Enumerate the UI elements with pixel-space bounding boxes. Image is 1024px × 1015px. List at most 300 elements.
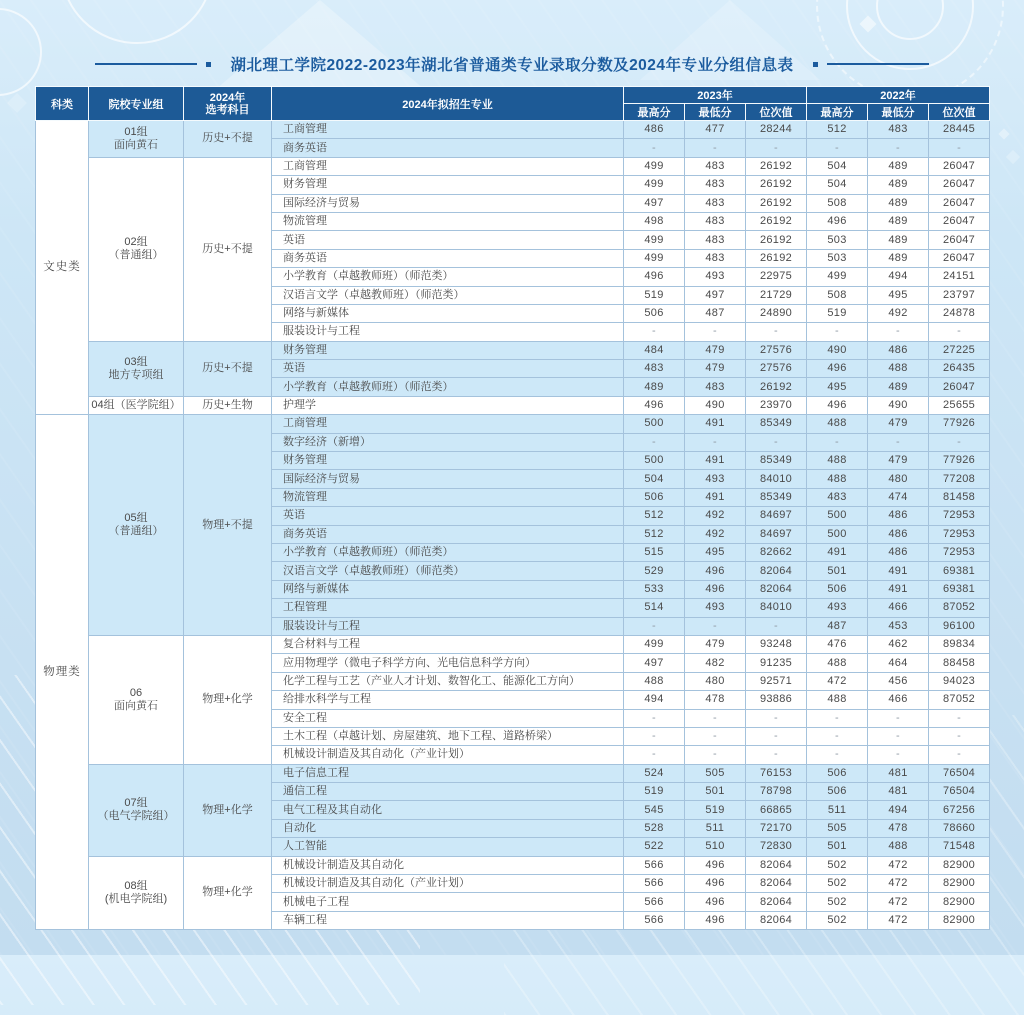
score-cell: 479 — [868, 452, 929, 470]
score-cell: 483 — [685, 249, 746, 267]
header-year-2023: 2023年 — [624, 87, 807, 104]
score-cell: 504 — [807, 157, 868, 175]
score-cell: 489 — [868, 212, 929, 230]
table-row — [36, 341, 990, 359]
score-cell: - — [624, 727, 685, 745]
score-cell: 496 — [807, 212, 868, 230]
score-cell: 511 — [807, 801, 868, 819]
score-cell: 483 — [685, 378, 746, 396]
score-cell: 484 — [624, 341, 685, 359]
score-cell: 25655 — [929, 396, 990, 414]
major-name-cell: 工商管理 — [272, 415, 624, 433]
score-cell: 94023 — [929, 672, 990, 690]
score-cell: 84697 — [746, 525, 807, 543]
circle-decoration-top-right — [876, 0, 944, 40]
score-cell: - — [685, 727, 746, 745]
major-name-cell: 化学工程与工艺（产业人才计划、数智化工、能源化工方向） — [272, 672, 624, 690]
score-cell: 69381 — [929, 580, 990, 598]
score-cell: 87052 — [929, 599, 990, 617]
score-cell: 483 — [685, 194, 746, 212]
score-cell: 506 — [624, 304, 685, 322]
score-cell: 76153 — [746, 764, 807, 782]
score-cell: 82064 — [746, 580, 807, 598]
score-cell: 472 — [868, 911, 929, 929]
score-cell: 26047 — [929, 176, 990, 194]
score-cell: 504 — [807, 176, 868, 194]
score-cell: 78798 — [746, 783, 807, 801]
score-cell: 82662 — [746, 543, 807, 561]
score-cell: - — [685, 323, 746, 341]
score-cell: 476 — [807, 635, 868, 653]
score-cell: 24878 — [929, 304, 990, 322]
score-cell: 502 — [807, 911, 868, 929]
score-cell: 88458 — [929, 654, 990, 672]
major-group-cell: 07组 （电气学院组） — [89, 764, 184, 856]
score-cell: 82900 — [929, 893, 990, 911]
score-cell: 26192 — [746, 194, 807, 212]
major-name-cell: 财务管理 — [272, 176, 624, 194]
score-cell: 85349 — [746, 452, 807, 470]
score-cell: 66865 — [746, 801, 807, 819]
score-cell: 483 — [685, 212, 746, 230]
major-group-cell: 08组 (机电学院组) — [89, 856, 184, 930]
score-cell: - — [807, 323, 868, 341]
score-cell: 492 — [868, 304, 929, 322]
score-cell: 82064 — [746, 856, 807, 874]
score-cell: 21729 — [746, 286, 807, 304]
header-exam-subjects: 2024年 选考科目 — [184, 87, 272, 121]
exam-subjects-cell: 物理+化学 — [184, 856, 272, 930]
score-cell: 489 — [868, 176, 929, 194]
major-name-cell: 网络与新媒体 — [272, 304, 624, 322]
score-cell: 24890 — [746, 304, 807, 322]
score-cell: 486 — [868, 507, 929, 525]
header-min-score-2023: 最低分 — [685, 104, 746, 121]
table-header — [36, 87, 990, 121]
score-cell: 490 — [868, 396, 929, 414]
score-cell: - — [807, 139, 868, 157]
score-cell: 500 — [624, 415, 685, 433]
score-cell: 528 — [624, 819, 685, 837]
score-cell: 82900 — [929, 911, 990, 929]
score-cell: 77926 — [929, 415, 990, 433]
score-cell: 500 — [807, 507, 868, 525]
score-cell: - — [746, 709, 807, 727]
score-cell: 533 — [624, 580, 685, 598]
score-cell: 501 — [807, 562, 868, 580]
table-row — [36, 157, 990, 175]
score-cell: - — [624, 746, 685, 764]
title-bar — [0, 52, 1024, 76]
score-cell: 486 — [868, 525, 929, 543]
score-cell: 84697 — [746, 507, 807, 525]
score-cell: 481 — [868, 783, 929, 801]
score-cell: - — [868, 323, 929, 341]
major-name-cell: 小学教育（卓越教师班）（师范类） — [272, 378, 624, 396]
score-cell: - — [685, 139, 746, 157]
score-cell: 501 — [685, 783, 746, 801]
score-cell: 545 — [624, 801, 685, 819]
score-cell: 26192 — [746, 249, 807, 267]
score-cell: 486 — [624, 121, 685, 139]
score-cell: 515 — [624, 543, 685, 561]
score-cell: 72953 — [929, 525, 990, 543]
score-cell: 26192 — [746, 212, 807, 230]
score-cell: - — [868, 433, 929, 451]
score-cell: 499 — [807, 268, 868, 286]
score-cell: - — [929, 727, 990, 745]
diamond-decoration — [860, 16, 877, 33]
major-name-cell: 国际经济与贸易 — [272, 470, 624, 488]
score-cell: - — [685, 709, 746, 727]
score-cell: 497 — [624, 654, 685, 672]
major-name-cell: 人工智能 — [272, 838, 624, 856]
score-cell: 497 — [685, 286, 746, 304]
score-cell: 69381 — [929, 562, 990, 580]
score-cell: - — [746, 746, 807, 764]
major-name-cell: 自动化 — [272, 819, 624, 837]
score-cell: 72953 — [929, 543, 990, 561]
score-cell: 76504 — [929, 783, 990, 801]
score-cell: 501 — [807, 838, 868, 856]
exam-subjects-cell: 历史+不提 — [184, 121, 272, 158]
score-cell: 26192 — [746, 378, 807, 396]
score-cell: 26047 — [929, 212, 990, 230]
major-name-cell: 给排水科学与工程 — [272, 691, 624, 709]
score-cell: 494 — [868, 801, 929, 819]
score-cell: 500 — [624, 452, 685, 470]
diamond-decoration — [998, 128, 1009, 139]
header-rank-2022: 位次值 — [929, 104, 990, 121]
score-cell: 96100 — [929, 617, 990, 635]
score-cell: 77926 — [929, 452, 990, 470]
major-name-cell: 服装设计与工程 — [272, 617, 624, 635]
score-cell: 506 — [624, 488, 685, 506]
score-cell: 512 — [624, 507, 685, 525]
major-group-cell: 01组 面向黄石 — [89, 121, 184, 158]
score-cell: - — [807, 746, 868, 764]
score-cell: 506 — [807, 764, 868, 782]
score-cell: 496 — [685, 911, 746, 929]
score-cell: 72830 — [746, 838, 807, 856]
header-max-score-2023: 最高分 — [624, 104, 685, 121]
score-cell: 506 — [807, 783, 868, 801]
major-name-cell: 物流管理 — [272, 212, 624, 230]
score-cell: 82064 — [746, 911, 807, 929]
score-cell: - — [624, 433, 685, 451]
score-cell: - — [624, 709, 685, 727]
score-cell: 499 — [624, 249, 685, 267]
exam-subjects-cell: 物理+化学 — [184, 635, 272, 764]
score-cell: 78660 — [929, 819, 990, 837]
major-name-cell: 小学教育（卓越教师班）（师范类） — [272, 543, 624, 561]
exam-subjects-cell: 物理+不提 — [184, 415, 272, 636]
score-cell: 566 — [624, 856, 685, 874]
major-name-cell: 复合材料与工程 — [272, 635, 624, 653]
major-name-cell: 商务英语 — [272, 249, 624, 267]
score-cell: - — [807, 727, 868, 745]
score-cell: - — [685, 433, 746, 451]
score-cell: 84010 — [746, 470, 807, 488]
score-cell: 481 — [868, 764, 929, 782]
score-cell: - — [929, 709, 990, 727]
score-cell: 26047 — [929, 157, 990, 175]
title-dot-right — [813, 62, 818, 67]
score-cell: 22975 — [746, 268, 807, 286]
score-cell: 493 — [807, 599, 868, 617]
score-cell: - — [868, 139, 929, 157]
diamond-decoration — [7, 93, 27, 113]
major-name-cell: 汉语言文学（卓越教师班）（师范类） — [272, 286, 624, 304]
score-cell: 495 — [807, 378, 868, 396]
major-name-cell: 工商管理 — [272, 121, 624, 139]
score-cell: 493 — [685, 470, 746, 488]
score-cell: 479 — [685, 360, 746, 378]
score-cell: - — [929, 323, 990, 341]
diamond-decoration — [1006, 150, 1020, 164]
score-cell: 488 — [868, 838, 929, 856]
score-cell: 26192 — [746, 157, 807, 175]
category-cell: 文史类 — [36, 121, 89, 415]
score-cell: - — [929, 746, 990, 764]
score-cell: 26435 — [929, 360, 990, 378]
score-cell: - — [807, 433, 868, 451]
score-cell: 491 — [868, 580, 929, 598]
score-cell: 529 — [624, 562, 685, 580]
score-cell: - — [746, 727, 807, 745]
score-cell: 511 — [685, 819, 746, 837]
score-cell: 566 — [624, 893, 685, 911]
score-cell: 495 — [685, 543, 746, 561]
score-cell: 496 — [624, 268, 685, 286]
score-cell: 26192 — [746, 231, 807, 249]
score-cell: 491 — [807, 543, 868, 561]
table-row — [36, 121, 990, 139]
admission-score-table — [35, 86, 990, 930]
major-name-cell: 物流管理 — [272, 488, 624, 506]
score-cell: - — [746, 323, 807, 341]
score-cell: 480 — [685, 672, 746, 690]
score-cell: 496 — [685, 580, 746, 598]
score-cell: 493 — [685, 599, 746, 617]
major-group-cell: 02组 （普通组） — [89, 157, 184, 341]
score-cell: 26047 — [929, 194, 990, 212]
score-cell: 499 — [624, 157, 685, 175]
score-cell: 496 — [807, 396, 868, 414]
score-cell: 93248 — [746, 635, 807, 653]
score-cell: 28445 — [929, 121, 990, 139]
score-cell: - — [685, 746, 746, 764]
score-cell: 81458 — [929, 488, 990, 506]
score-cell: 498 — [624, 212, 685, 230]
major-name-cell: 商务英语 — [272, 139, 624, 157]
score-cell: 26047 — [929, 231, 990, 249]
score-cell: 479 — [685, 341, 746, 359]
major-name-cell: 通信工程 — [272, 783, 624, 801]
score-cell: 512 — [807, 121, 868, 139]
score-cell: 499 — [624, 231, 685, 249]
major-name-cell: 服装设计与工程 — [272, 323, 624, 341]
score-cell: 23970 — [746, 396, 807, 414]
table-row — [36, 856, 990, 874]
score-cell: 486 — [868, 341, 929, 359]
score-cell: 472 — [868, 893, 929, 911]
major-name-cell: 机械电子工程 — [272, 893, 624, 911]
score-cell: 489 — [624, 378, 685, 396]
admission-score-table-wrap — [35, 86, 990, 930]
table-row — [36, 764, 990, 782]
table-row — [36, 396, 990, 414]
score-cell: 92571 — [746, 672, 807, 690]
score-cell: 488 — [807, 691, 868, 709]
score-cell: 489 — [868, 194, 929, 212]
score-cell: 506 — [807, 580, 868, 598]
score-cell: 500 — [807, 525, 868, 543]
score-cell: 71548 — [929, 838, 990, 856]
score-cell: 502 — [807, 893, 868, 911]
major-name-cell: 网络与新媒体 — [272, 580, 624, 598]
score-cell: 491 — [868, 562, 929, 580]
score-cell: 492 — [685, 525, 746, 543]
major-group-cell: 05组 （普通组） — [89, 415, 184, 636]
major-name-cell: 电子信息工程 — [272, 764, 624, 782]
score-cell: 496 — [685, 893, 746, 911]
major-name-cell: 财务管理 — [272, 341, 624, 359]
score-cell: 479 — [868, 415, 929, 433]
score-cell: 488 — [807, 415, 868, 433]
score-cell: 503 — [807, 231, 868, 249]
score-cell: 489 — [868, 157, 929, 175]
major-group-cell: 04组（医学院组） — [89, 396, 184, 414]
score-cell: - — [624, 323, 685, 341]
score-cell: - — [746, 433, 807, 451]
score-cell: 508 — [807, 286, 868, 304]
score-cell: 483 — [868, 121, 929, 139]
major-name-cell: 应用物理学（微电子科学方向、光电信息科学方向） — [272, 654, 624, 672]
major-name-cell: 工程管理 — [272, 599, 624, 617]
header-max-score-2022: 最高分 — [807, 104, 868, 121]
score-cell: 488 — [868, 360, 929, 378]
score-cell: 488 — [807, 470, 868, 488]
score-cell: 502 — [807, 856, 868, 874]
score-cell: 466 — [868, 691, 929, 709]
score-cell: 489 — [868, 378, 929, 396]
score-cell: 486 — [868, 543, 929, 561]
page-title: 湖北理工学院2022-2023年湖北省普通类专业录取分数及2024年专业分组信息表 — [230, 57, 794, 74]
score-cell: 491 — [685, 488, 746, 506]
score-cell: 504 — [624, 470, 685, 488]
score-cell: 490 — [685, 396, 746, 414]
title-rule-left — [95, 63, 197, 65]
score-cell: 524 — [624, 764, 685, 782]
major-name-cell: 英语 — [272, 231, 624, 249]
score-cell: 483 — [685, 157, 746, 175]
score-cell: 91235 — [746, 654, 807, 672]
score-cell: 488 — [807, 654, 868, 672]
score-cell: 466 — [868, 599, 929, 617]
score-cell: 510 — [685, 838, 746, 856]
score-cell: 489 — [868, 231, 929, 249]
score-cell: 492 — [685, 507, 746, 525]
score-cell: 566 — [624, 911, 685, 929]
score-cell: 566 — [624, 875, 685, 893]
score-cell: 514 — [624, 599, 685, 617]
score-cell: 519 — [624, 286, 685, 304]
score-cell: 82064 — [746, 875, 807, 893]
score-cell: 494 — [624, 691, 685, 709]
header-min-score-2022: 最低分 — [868, 104, 929, 121]
major-name-cell: 土木工程（卓越计划、房屋建筑、地下工程、道路桥梁） — [272, 727, 624, 745]
score-cell: 23797 — [929, 286, 990, 304]
score-cell: 494 — [868, 268, 929, 286]
major-name-cell: 英语 — [272, 507, 624, 525]
score-cell: 76504 — [929, 764, 990, 782]
score-cell: 496 — [807, 360, 868, 378]
score-cell: 505 — [807, 819, 868, 837]
score-cell: 472 — [807, 672, 868, 690]
major-name-cell: 国际经济与贸易 — [272, 194, 624, 212]
major-group-cell: 03组 地方专项组 — [89, 341, 184, 396]
title-rule-right — [827, 63, 929, 65]
score-cell: 505 — [685, 764, 746, 782]
score-cell: - — [746, 139, 807, 157]
score-cell: 497 — [624, 194, 685, 212]
score-cell: 496 — [685, 856, 746, 874]
score-cell: 26047 — [929, 378, 990, 396]
score-cell: 491 — [685, 415, 746, 433]
score-cell: 519 — [624, 783, 685, 801]
major-name-cell: 机械设计制造及其自动化 — [272, 856, 624, 874]
score-cell: - — [929, 433, 990, 451]
score-cell: 512 — [624, 525, 685, 543]
circle-decoration-top-left — [60, 0, 214, 44]
score-cell: 453 — [868, 617, 929, 635]
score-cell: 496 — [624, 396, 685, 414]
score-cell: 456 — [868, 672, 929, 690]
score-cell: 483 — [685, 176, 746, 194]
score-cell: 522 — [624, 838, 685, 856]
score-cell: 493 — [685, 268, 746, 286]
major-name-cell: 英语 — [272, 360, 624, 378]
score-cell: 24151 — [929, 268, 990, 286]
major-name-cell: 安全工程 — [272, 709, 624, 727]
score-cell: 487 — [807, 617, 868, 635]
table-row — [36, 635, 990, 653]
header-major-group: 院校专业组 — [89, 87, 184, 121]
score-cell: 472 — [868, 856, 929, 874]
major-name-cell: 财务管理 — [272, 452, 624, 470]
score-cell: 84010 — [746, 599, 807, 617]
score-cell: 519 — [685, 801, 746, 819]
major-name-cell: 小学教育（卓越教师班）（师范类） — [272, 268, 624, 286]
score-cell: 27576 — [746, 360, 807, 378]
score-cell: - — [624, 139, 685, 157]
score-cell: 478 — [868, 819, 929, 837]
header-majors: 2024年拟招生专业 — [272, 87, 624, 121]
score-cell: 26192 — [746, 176, 807, 194]
major-name-cell: 车辆工程 — [272, 911, 624, 929]
score-cell: 67256 — [929, 801, 990, 819]
title-dot-left — [206, 62, 211, 67]
score-cell: 82900 — [929, 875, 990, 893]
score-cell: - — [746, 617, 807, 635]
score-cell: 496 — [685, 562, 746, 580]
exam-subjects-cell: 历史+不提 — [184, 157, 272, 341]
score-cell: 87052 — [929, 691, 990, 709]
score-cell: 482 — [685, 654, 746, 672]
score-cell: 72953 — [929, 507, 990, 525]
major-name-cell: 机械设计制造及其自动化（产业计划） — [272, 746, 624, 764]
